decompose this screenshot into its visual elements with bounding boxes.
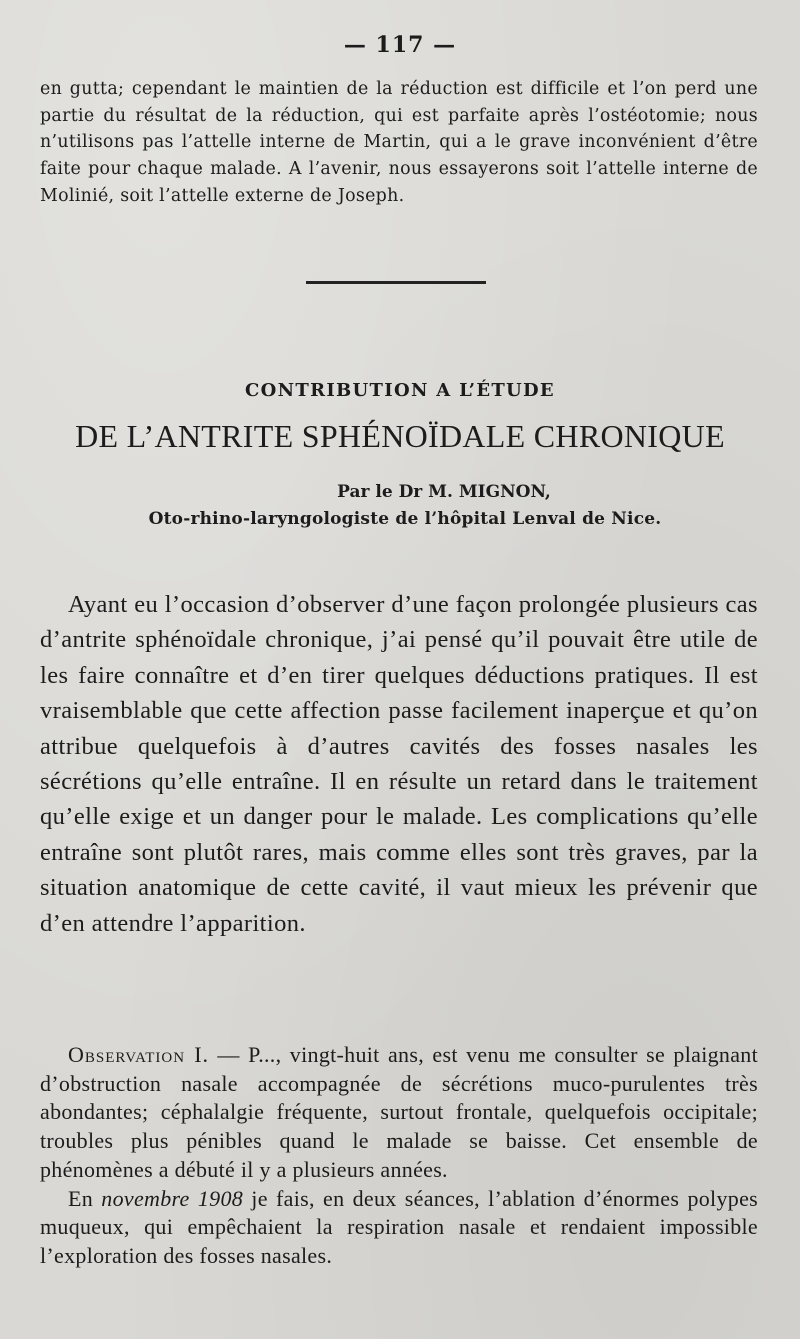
observation-section [40,1041,758,1271]
observation-label: Observation I. [68,1042,210,1067]
observation-text-2a: En [68,1185,102,1211]
observation-date: novembre 1908 [101,1185,244,1211]
author-byline: Par le Dr M. MIGNON, [337,482,551,502]
page-number: — 117 — [343,32,457,58]
article-kicker: CONTRIBUTION A L’ÉTUDE [245,380,555,401]
observation-paragraph-2 [40,1185,758,1271]
observation-paragraph-1 [40,1041,758,1185]
section-divider [306,281,486,284]
intro-paragraph [40,587,758,941]
article-title: DE L’ANTRITE SPHÉNOÏDALE CHRONIQUE [75,418,725,454]
observation-text-1: — P..., vingt-huit ans, est venu me consulter se plaignant d’obstruction nasale accompagnée de sécrétions muco-purulentes très abondantes; céphalalgie fréquente, surtout frontale, quelquefois occipitale; troubles plus pénibles quand le malade se baisse. Cet ensemble de phénomènes a débuté il y a plusieurs années. [40,1042,758,1182]
author-affiliation: Oto-rhino-laryngologiste de l’hôpital Lenval de Nice. [148,509,662,529]
observation-text-2b: je fais, en deux séances, l’ablation d’énormes polypes muqueux, qui empêchaient la respiration nasale et rendaient impossible l’exploration des fosses nasales. [40,1185,758,1268]
intro-text: Ayant eu l’occasion d’observer d’une façon prolongée plusieurs cas d’antrite sphénoïdale chronique, j’ai pensé qu’il pouvait être utile de les faire connaître et d’en tirer quelques déductions pratiques. Il est vraisemblable que cette affection passe facilement inaperçue et qu’on attribue quelquefois à d’autres cavités des fosses nasales les sécrétions qu’elle entraîne. Il en résulte un retard dans le traitement qu’elle exige et un danger pour le malade. Les complications qu’elle entraîne sont plutôt rares, mais comme elles sont très graves, par la situation anatomique de cette cavité, il vaut mieux les prévenir que d’en attendre l’apparition. [40,591,758,937]
carryover-paragraph: en gutta; cependant le maintien de la réduction est difficile et l’on perd une partie du résultat de la réduction, qui est parfaite après l’ostéotomie; nous n’utilisons pas l’attelle interne de Martin, qui a le grave inconvénient d’être faite pour chaque malade. A l’avenir, nous essayerons soit l’attelle interne de Molinié, soit l’attelle externe de Joseph. [40,79,758,206]
